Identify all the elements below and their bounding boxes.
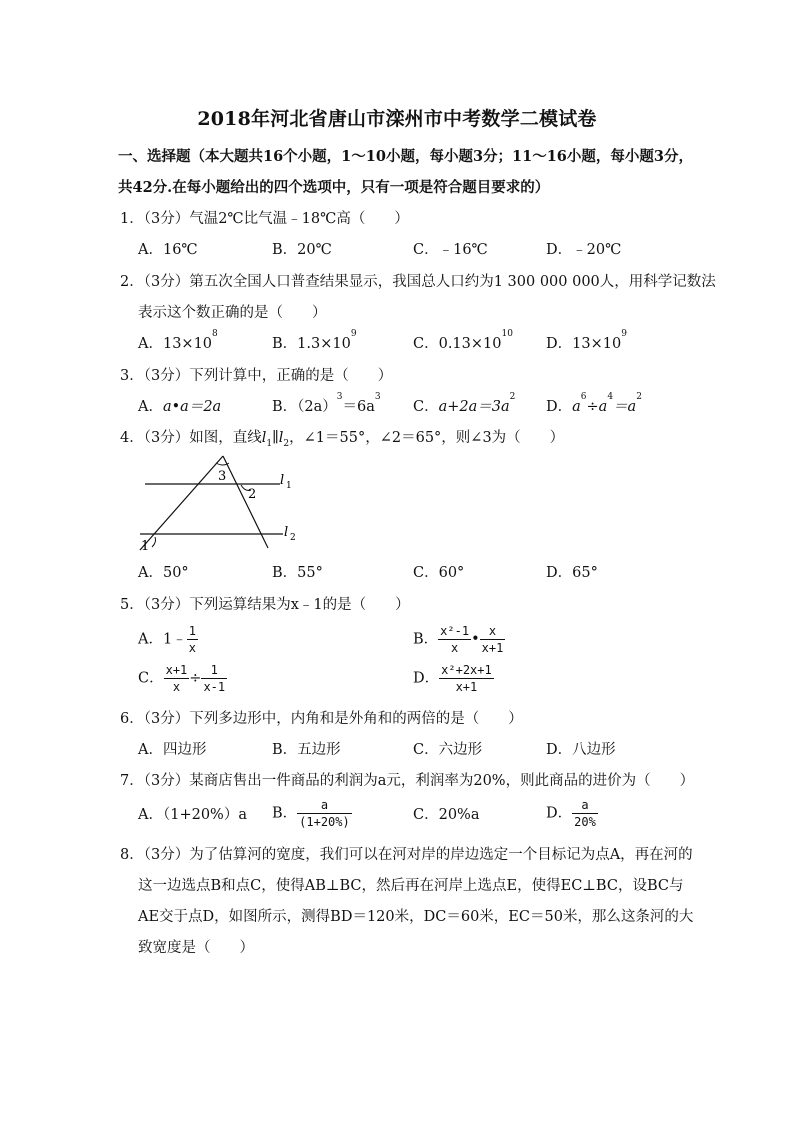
question-8-line-3: AE交于点D，如图所示，测得BD＝120米，DC＝60米，EC＝50米，那么这条河的大 — [138, 909, 694, 925]
question-1-option-c: C．﹣16℃ — [413, 242, 488, 258]
question-7-option-a: A．（1+20%）a — [138, 807, 247, 823]
question-4-figure — [135, 450, 305, 555]
question-2-option-a: A．$13\times 10^8$ — [138, 329, 218, 352]
label-angle-3: 3 — [218, 469, 227, 484]
question-8-line-1: 8．（3分）为了估算河的宽度，我们可以在河对岸的岸边选定一个目标记为点A，再在河的 — [120, 847, 693, 863]
question-4-option-d: D．65° — [546, 565, 598, 581]
question-7-option-b: B． $\frac{a}{(1+20\%)}$ — [272, 798, 350, 829]
question-5-text: 5．（3分）下列运算结果为x﹣1的是（ ） — [120, 597, 410, 613]
question-1-option-b: B．20℃ — [272, 242, 332, 258]
section-heading-line1: 一、选择题（本大题共16个小题，1～10小题，每小题3分；11～16小题，每小题3分， — [118, 148, 693, 165]
question-7-option-d: D． $\frac{a}{20\%}$ — [546, 798, 596, 829]
question-4-option-c: C．60° — [413, 565, 465, 581]
label-l2: l — [284, 525, 289, 540]
question-2-option-d: D．$13\times 10^9$ — [546, 329, 627, 352]
question-1-option-a: A．16℃ — [138, 242, 198, 258]
label-l1: l — [280, 473, 285, 488]
question-3-option-a: A．a•a＝2a — [138, 399, 222, 415]
label-l2-sub: 2 — [290, 533, 296, 543]
question-2-option-b: B．$1.3\times 10^9$ — [272, 329, 357, 352]
question-2-text: 2．（3分）第五次全国人口普查结果显示，我国总人口约为1 300 000 000人，用科学记数法 — [120, 274, 716, 290]
question-3-option-b: B．$(2a)^3=6a^3$ — [272, 392, 381, 415]
question-8-line-2: 这一边选点B和点C，使得AB⊥BC，然后再在河岸上选点E，使得EC⊥BC，设BC与 — [138, 878, 684, 894]
label-angle-2: 2 — [248, 487, 257, 502]
transversal-left — [140, 456, 223, 550]
question-6-option-d: D．八边形 — [546, 742, 616, 758]
question-3-text: 3．（3分）下列计算中，正确的是（ ） — [120, 368, 393, 384]
question-2-option-c: C．$0.13\times 10^{10}$ — [413, 329, 513, 352]
question-7-option-c: C．20%a — [413, 807, 480, 823]
question-5-option-d: D． $\frac{\text{x²+2x+1}}{x+1}$ — [413, 663, 492, 694]
question-1-text: 1．（3分）气温2℃比气温﹣18℃高（ ） — [120, 211, 409, 227]
question-3-option-c: C．$a+2a=3a^2$ — [413, 392, 516, 415]
question-8-line-4: 致宽度是（ ） — [138, 940, 254, 956]
label-angle-1: 1 — [141, 539, 150, 554]
question-4-text: 4．（3分）如图，直线$l_1\parallel l_2$，∠1＝55°，∠2＝65°，则∠3为（ ） — [120, 430, 565, 449]
question-1-option-d: D．﹣20℃ — [546, 242, 622, 258]
question-6-option-b: B．五边形 — [272, 742, 341, 758]
question-6-option-c: C．六边形 — [413, 742, 483, 758]
question-6-option-a: A．四边形 — [138, 742, 207, 758]
question-5-option-a: A．1﹣ $\frac{1}{x}$ — [138, 624, 196, 655]
question-6-text: 6．（3分）下列多边形中，内角和是外角和的两倍的是（ ） — [120, 711, 523, 727]
section-heading-line2: 共42分.在每小题给出的四个选项中，只有一项是符合题目要求的） — [118, 179, 550, 196]
question-7-text: 7．（3分）某商店售出一件商品的利润为a元，利润率为20%，则此商品的进价为（ ） — [120, 773, 695, 789]
page-title: 2018年河北省唐山市滦州市中考数学二模试卷 — [197, 108, 597, 130]
question-5-option-c: C． $\frac{x+1}{x}$ ÷ $\frac{1}{x-1}$ — [138, 663, 226, 694]
question-4-option-a: A．50° — [138, 565, 189, 581]
question-4-option-b: B．55° — [272, 565, 323, 581]
question-5-option-b: B． $\frac{\text{x²-1}}{x}$ • $\frac{x}{x+1}$ — [413, 624, 504, 655]
label-l1-sub: 1 — [286, 481, 292, 491]
question-3-option-d: D．$a^6\div a^4=a^2$ — [546, 392, 642, 415]
angle-1-arc — [152, 537, 156, 547]
question-2-text-cont: 表示这个数正确的是（ ） — [138, 305, 327, 321]
